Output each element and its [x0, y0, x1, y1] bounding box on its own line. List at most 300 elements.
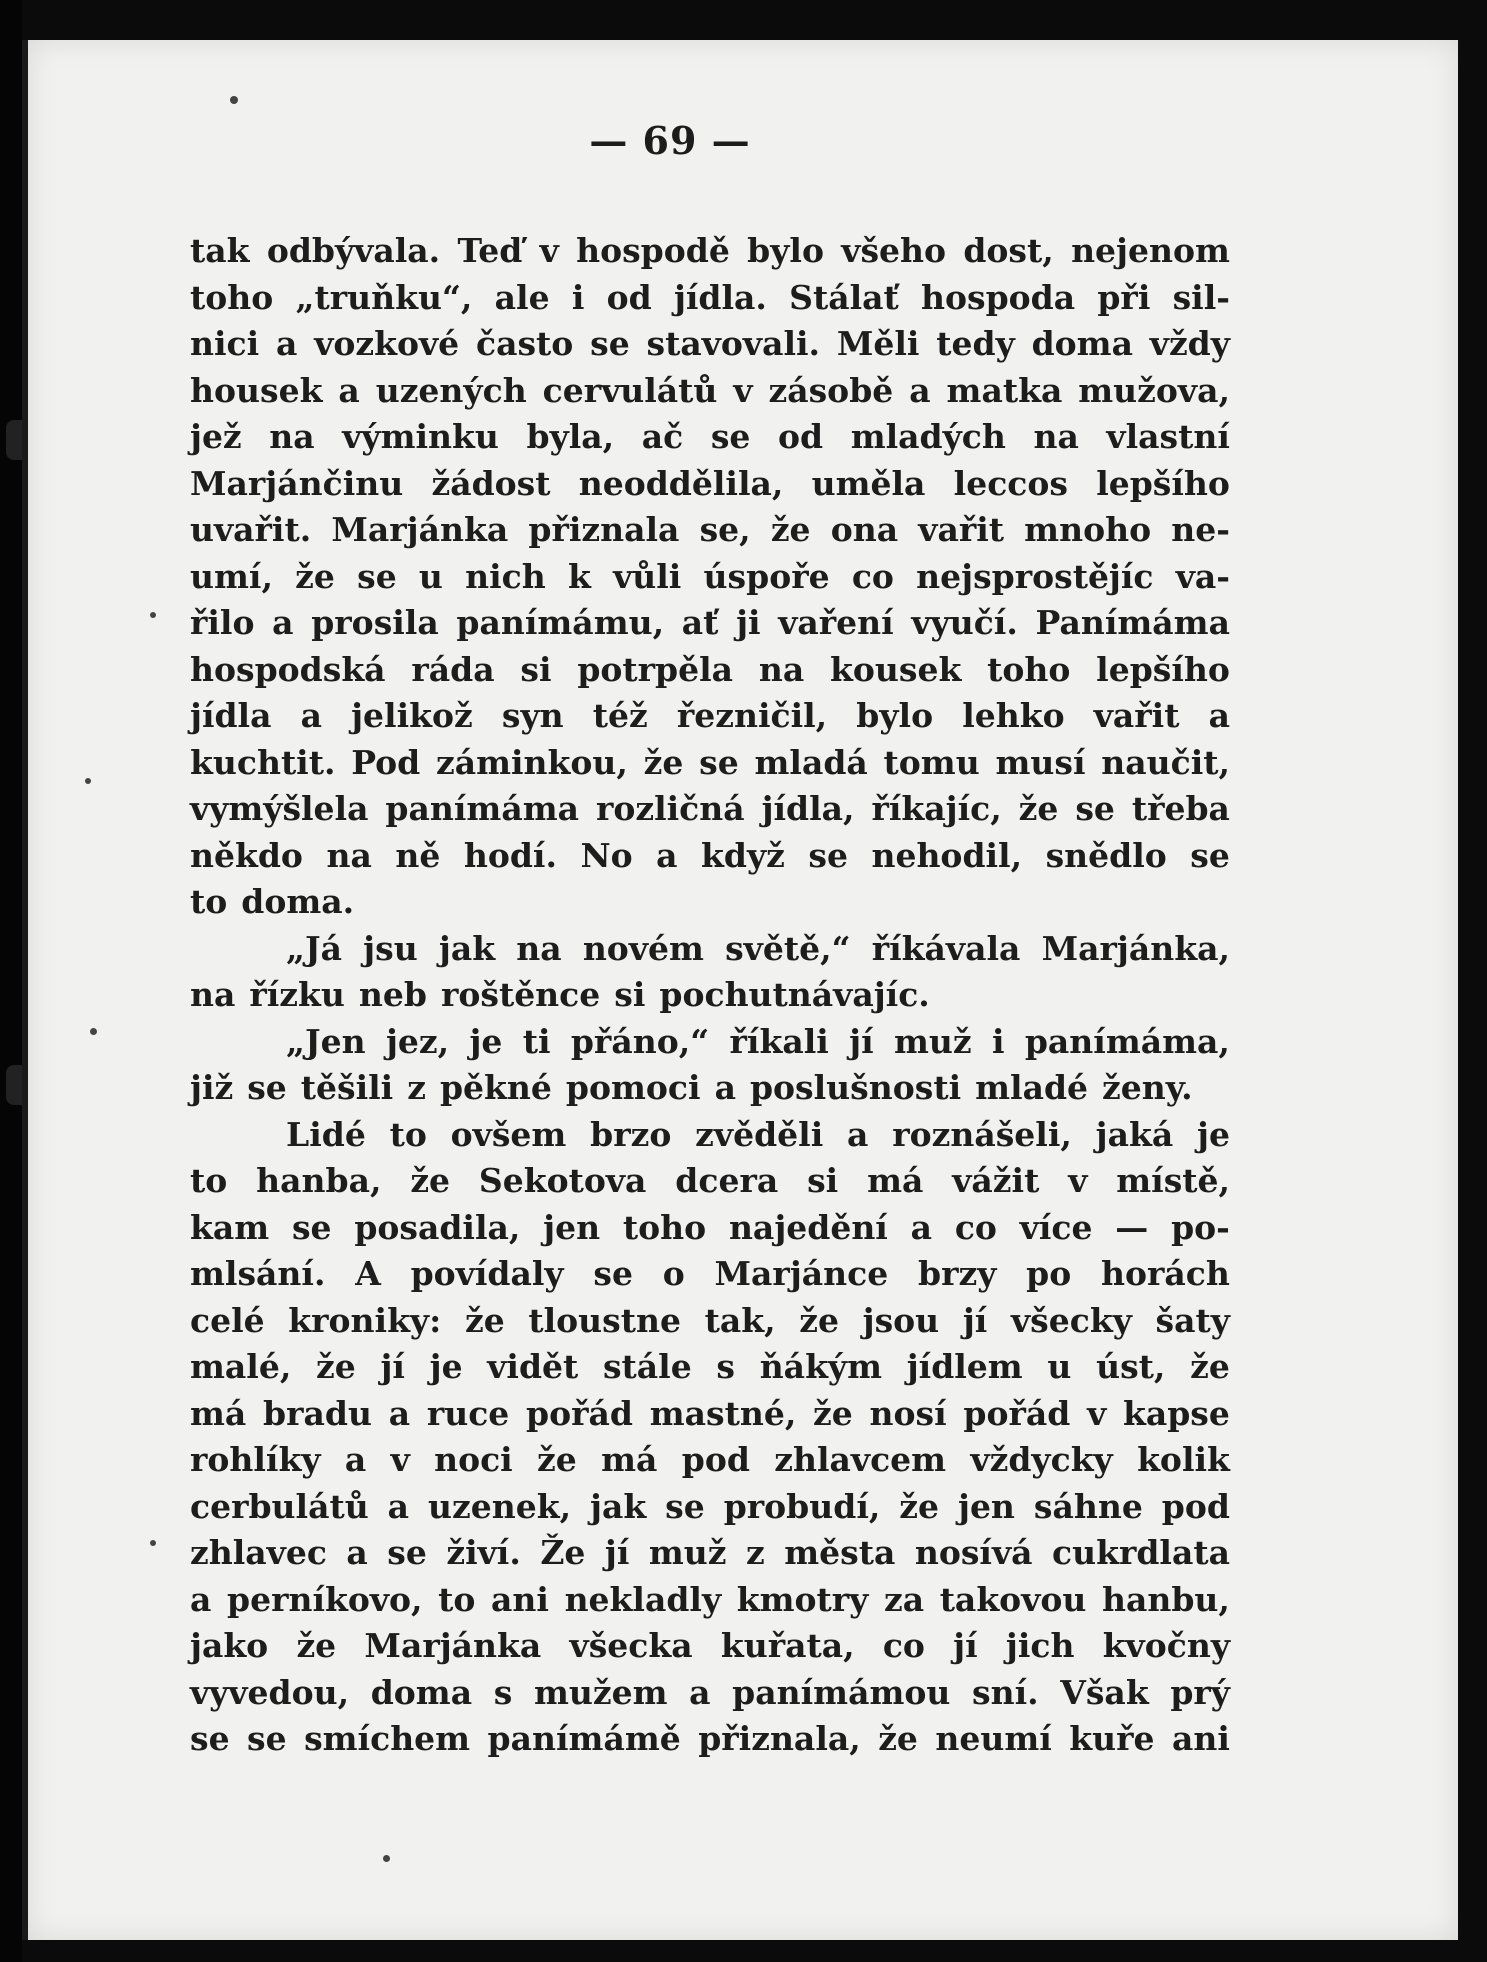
word: Lidé — [286, 1114, 366, 1154]
text-line — [190, 1344, 1230, 1391]
word: mladé — [975, 1068, 1089, 1107]
word: hodí. — [463, 835, 557, 875]
word: sáhne — [1033, 1486, 1143, 1526]
word: ně — [395, 835, 441, 875]
word: tak, — [704, 1300, 776, 1340]
text-line — [190, 1670, 1230, 1717]
word: že — [410, 1161, 451, 1200]
word: dcera — [675, 1161, 779, 1200]
word: kapse — [1122, 1393, 1230, 1433]
word: novém — [582, 928, 704, 968]
word: ne- — [1171, 510, 1230, 549]
word: ženy. — [1102, 1068, 1193, 1107]
word: v — [539, 231, 559, 270]
word: hanbu, — [1101, 1579, 1230, 1619]
word: v — [390, 1440, 410, 1479]
word: povídaly — [410, 1254, 564, 1293]
word: brzo — [590, 1114, 672, 1154]
word: vyvedou, — [190, 1672, 350, 1712]
word: nich — [465, 556, 546, 596]
word: hospodě — [576, 231, 730, 270]
text-line — [190, 275, 1230, 322]
text-line — [190, 740, 1230, 787]
word: byla, — [526, 417, 615, 456]
word: jen — [543, 1207, 601, 1247]
word: více — [1019, 1207, 1093, 1247]
word: zhlavcem — [774, 1440, 947, 1479]
text-line — [190, 1437, 1230, 1484]
word: šaty — [1155, 1300, 1230, 1340]
word: najedění — [728, 1207, 888, 1247]
word: panímámu, — [456, 603, 665, 642]
word: živí. — [446, 1533, 521, 1572]
word: vařit — [1093, 696, 1180, 735]
word: má — [867, 1161, 924, 1200]
word: jez, — [385, 1021, 450, 1061]
word: probudí, — [723, 1486, 881, 1526]
text-line — [190, 1391, 1230, 1438]
word: to — [438, 1579, 476, 1619]
word: od — [606, 277, 652, 317]
word: roznášeli, — [892, 1114, 1072, 1154]
word: na — [269, 417, 315, 456]
body-text — [190, 228, 1230, 1763]
text-line — [190, 1205, 1230, 1252]
word: ani — [491, 1579, 549, 1619]
word: malé, — [190, 1347, 292, 1386]
word: se — [1075, 789, 1115, 828]
word: že — [316, 1347, 356, 1386]
text-line — [190, 368, 1230, 415]
word: jsu — [363, 928, 418, 968]
text-line — [190, 507, 1230, 554]
word: si — [614, 975, 646, 1014]
word: Sekotova — [478, 1161, 647, 1200]
word: Marjánka, — [1041, 928, 1230, 968]
word: A — [355, 1254, 381, 1293]
word: při — [1097, 277, 1151, 317]
word: doma — [1031, 324, 1133, 363]
word: a — [300, 696, 322, 735]
word: se — [247, 1068, 287, 1107]
word: mužem — [533, 1672, 668, 1712]
word: ona — [830, 510, 899, 549]
book-spine — [0, 0, 22, 1962]
word: se — [387, 1533, 427, 1572]
word: noci — [434, 1440, 513, 1479]
word: mladá — [754, 742, 868, 782]
word: ruce — [426, 1393, 510, 1433]
word: takovou — [939, 1579, 1087, 1619]
word: řezničil, — [676, 696, 828, 735]
word: že — [537, 1440, 577, 1479]
word: jídla — [190, 696, 272, 735]
word: rozličná — [595, 789, 745, 828]
word: ať — [681, 603, 719, 642]
word: s — [493, 1672, 513, 1712]
word: že — [643, 742, 684, 782]
word: ovšem — [450, 1114, 567, 1154]
word: je — [469, 1021, 503, 1061]
word: u — [1047, 1347, 1072, 1386]
word: jídlem — [906, 1347, 1023, 1386]
word: co — [851, 556, 894, 596]
word: místě, — [1116, 1161, 1230, 1200]
word: a — [847, 1114, 869, 1154]
word: řilo — [190, 603, 255, 642]
word: a — [714, 1068, 736, 1107]
word: Že — [540, 1533, 586, 1572]
text-line — [190, 833, 1230, 880]
word: že — [296, 1626, 337, 1665]
word: perníkovo, — [227, 1579, 423, 1619]
word: se — [357, 556, 397, 596]
word: záminkou, — [435, 742, 628, 782]
word: posadila, — [354, 1207, 521, 1247]
word: co — [954, 1207, 997, 1247]
word: odbývala. — [266, 231, 441, 270]
word: Teď — [457, 231, 523, 270]
word: Marjánka — [331, 510, 509, 549]
word: vaření — [778, 603, 894, 642]
text-line — [190, 1577, 1230, 1624]
word: že — [1190, 1347, 1230, 1386]
word: města — [784, 1533, 896, 1572]
word: panímáma — [385, 789, 580, 828]
text-line — [190, 926, 1230, 973]
text-line — [190, 1065, 1230, 1112]
word: ale — [494, 277, 550, 317]
word: kam — [190, 1207, 270, 1247]
word: nekladly — [564, 1579, 722, 1619]
word: na — [516, 928, 562, 968]
word: od — [778, 417, 824, 456]
word: celé — [190, 1300, 265, 1340]
word: housek — [190, 370, 323, 410]
text-line — [190, 647, 1230, 694]
word: všecka — [569, 1626, 693, 1665]
word: ač — [641, 417, 684, 456]
word: si — [520, 649, 552, 689]
word: z — [407, 1068, 426, 1107]
text-line — [190, 693, 1230, 740]
paper-speck — [90, 1028, 97, 1035]
word: tak — [190, 231, 250, 270]
word: co — [882, 1626, 925, 1665]
word: ňákým — [759, 1347, 883, 1386]
word: jich — [1005, 1626, 1075, 1665]
word: často — [475, 324, 574, 363]
word: a — [190, 1579, 212, 1619]
word: že — [899, 1486, 940, 1526]
word: hospoda — [921, 277, 1076, 317]
text-line — [190, 1716, 1230, 1763]
word: toho — [190, 277, 274, 317]
word: hospodská — [190, 649, 386, 689]
word: je — [1197, 1114, 1230, 1154]
text-line — [190, 414, 1230, 461]
word: a — [689, 1672, 711, 1712]
word: uvařit. — [190, 510, 312, 549]
word: s — [716, 1347, 735, 1386]
text-line — [190, 1298, 1230, 1345]
text-line — [190, 1484, 1230, 1531]
word: bylo — [747, 231, 824, 270]
word: tloustne — [528, 1300, 681, 1340]
word: rohlíky — [190, 1440, 321, 1479]
word: již — [190, 1068, 234, 1107]
word: úspoře — [703, 556, 830, 596]
paper-speck — [85, 778, 91, 784]
word: jen — [958, 1486, 1015, 1526]
word: v — [1087, 1393, 1107, 1433]
text-line — [190, 554, 1230, 601]
word: syn — [501, 696, 564, 735]
word: se — [593, 1254, 633, 1293]
word: mladých — [850, 417, 1006, 456]
word: říkávala — [871, 928, 1021, 968]
word: vyučí. — [911, 603, 1018, 642]
word: cerbulátů — [190, 1486, 369, 1526]
word: nejenom — [1071, 231, 1230, 270]
word: mlsání. — [190, 1254, 326, 1293]
word: se — [1190, 835, 1230, 875]
word: že — [295, 556, 335, 596]
word: to — [190, 1161, 228, 1200]
word: Pod — [351, 742, 421, 782]
word: a — [656, 835, 678, 875]
word: o — [662, 1254, 685, 1293]
word: vozkové — [314, 324, 460, 363]
word: uzenek, — [428, 1486, 572, 1526]
word: tedy — [936, 324, 1015, 363]
word: zhlavec — [190, 1533, 327, 1572]
word: všecky — [1010, 1300, 1132, 1340]
word: na — [326, 835, 372, 875]
word: cervulátů — [542, 370, 718, 410]
word: umí, — [190, 556, 273, 596]
text-line — [190, 461, 1230, 508]
word: mastné, — [649, 1393, 797, 1433]
word: „truňku“, — [295, 277, 473, 317]
word: je — [429, 1347, 463, 1386]
word: jídla, — [761, 789, 855, 828]
word: tomu — [883, 742, 980, 782]
word: a — [275, 324, 298, 363]
word: jak — [438, 928, 496, 968]
word: na — [758, 649, 805, 689]
word: třeba — [1131, 789, 1230, 828]
word: pořád — [526, 1393, 633, 1433]
word: horách — [1101, 1254, 1230, 1293]
text-line — [190, 321, 1230, 368]
word: bradu — [263, 1393, 372, 1433]
word: že — [1018, 789, 1059, 828]
text-line — [190, 1112, 1230, 1159]
word: kuřata, — [720, 1626, 855, 1665]
word: kroniky: — [288, 1300, 442, 1340]
word: jelikož — [351, 696, 473, 735]
word: nehodil, — [871, 835, 1023, 875]
paper-speck — [150, 1540, 156, 1546]
word: má — [601, 1440, 658, 1479]
word: po — [1026, 1254, 1072, 1293]
word: musí — [995, 742, 1086, 782]
word: se — [190, 1719, 230, 1758]
word: toho — [987, 649, 1071, 689]
word: úst, — [1096, 1347, 1166, 1386]
page-number: — 69 — — [589, 118, 751, 163]
word: ti — [522, 1021, 551, 1061]
word: No — [580, 835, 633, 875]
word: že — [813, 1393, 853, 1433]
word: — — [1115, 1207, 1149, 1247]
word: se — [808, 835, 848, 875]
word: mnoho — [1024, 510, 1152, 549]
word: pořád — [963, 1393, 1071, 1433]
word: prosila — [311, 603, 439, 642]
word: též — [592, 696, 648, 735]
word: zvěděli — [695, 1114, 824, 1154]
word: se — [699, 742, 739, 782]
word: hanba, — [256, 1161, 382, 1200]
word: lehko — [962, 696, 1065, 735]
word: když — [701, 835, 785, 875]
word: „Já — [286, 928, 342, 968]
word: smíchem — [304, 1719, 471, 1758]
word: kuchtit. — [190, 742, 336, 782]
word: za — [883, 1579, 925, 1619]
word: pod — [1161, 1486, 1230, 1526]
word: pomoci — [565, 1068, 701, 1107]
word: přiznala — [528, 510, 680, 549]
word: panímámou — [732, 1672, 951, 1712]
word: vždycky — [970, 1440, 1113, 1479]
word: u — [418, 556, 443, 596]
word: mužova, — [1078, 370, 1230, 410]
word: nosívá — [914, 1533, 1033, 1572]
word: zásobě — [768, 370, 894, 410]
word: přiznala, — [698, 1719, 861, 1758]
word: panímámě — [487, 1719, 681, 1758]
word: v — [733, 370, 753, 410]
word: těšili — [300, 1068, 394, 1107]
word: to — [389, 1114, 427, 1154]
word: jídla. — [673, 277, 767, 317]
word: jaká — [1095, 1114, 1174, 1154]
word: vůli — [613, 556, 682, 596]
word: ji — [736, 603, 761, 642]
word: výminku — [342, 417, 499, 456]
word: nejsprostějíc — [916, 556, 1154, 596]
word: doma — [370, 1672, 473, 1712]
word: potrpěla — [577, 649, 734, 689]
word: se — [665, 1486, 705, 1526]
word: říkali — [729, 1021, 829, 1061]
word: „Jen — [286, 1021, 366, 1061]
word: vážit — [952, 1161, 1040, 1200]
word: Však — [1060, 1672, 1149, 1712]
word: sní. — [972, 1672, 1039, 1712]
word: pod — [681, 1440, 750, 1479]
word: kuře — [1069, 1719, 1155, 1758]
word: uměla — [811, 463, 926, 503]
word: a — [388, 1393, 411, 1433]
word: pochutnávajíc. — [659, 975, 930, 1014]
word: že — [770, 510, 811, 549]
word: a — [910, 1207, 933, 1247]
word: jí — [604, 1533, 630, 1572]
word: roštěnce — [440, 975, 601, 1014]
word: naučit, — [1101, 742, 1230, 782]
word: jako — [190, 1626, 269, 1665]
word: muž — [648, 1533, 727, 1572]
word: kolik — [1137, 1440, 1230, 1479]
word: světě,“ — [725, 928, 851, 968]
word: žádost — [431, 463, 551, 503]
word: po- — [1171, 1207, 1230, 1247]
word: řízku — [249, 975, 345, 1014]
text-line — [190, 879, 1230, 926]
word: doma. — [241, 882, 355, 921]
word: poslušnosti — [749, 1068, 962, 1107]
word: si — [807, 1161, 839, 1200]
word: jsou — [862, 1300, 940, 1340]
word: i — [991, 1021, 1005, 1061]
word: sil- — [1172, 277, 1230, 317]
word: jí — [962, 1300, 988, 1340]
text-line — [190, 972, 1230, 1019]
word: nosí — [869, 1393, 947, 1433]
word: v — [1068, 1161, 1088, 1200]
word: jež — [190, 417, 242, 456]
word: se — [710, 417, 751, 456]
word: vždy — [1149, 324, 1230, 363]
word: jí — [380, 1347, 405, 1386]
word: a — [909, 370, 931, 410]
word: že — [464, 1300, 505, 1340]
word: jí — [849, 1021, 874, 1061]
word: že — [878, 1719, 918, 1758]
text-line — [190, 786, 1230, 833]
word: Marjánčinu — [190, 463, 404, 503]
word: na — [1033, 417, 1079, 456]
word: a — [1208, 696, 1230, 735]
text-line — [190, 1251, 1230, 1298]
word: se — [247, 1719, 287, 1758]
word: jak — [590, 1486, 647, 1526]
text-line — [190, 1530, 1230, 1577]
word: lepšího — [1096, 649, 1230, 689]
text-line — [190, 228, 1230, 275]
word: nici — [190, 324, 260, 363]
word: vařit — [918, 510, 1004, 549]
word: matka — [946, 370, 1063, 410]
paper-speck — [150, 612, 156, 618]
word: neb — [358, 975, 427, 1014]
word: snědlo — [1045, 835, 1167, 875]
word: ani — [1171, 1719, 1230, 1758]
text-line — [190, 600, 1230, 647]
word: z — [746, 1533, 765, 1572]
word: toho — [622, 1207, 707, 1247]
word: kmotry — [736, 1579, 869, 1619]
word: panímáma, — [1024, 1021, 1230, 1061]
word: a — [344, 1440, 367, 1479]
word: a — [338, 370, 360, 410]
word: přáno,“ — [570, 1021, 710, 1061]
word: má — [190, 1393, 247, 1433]
